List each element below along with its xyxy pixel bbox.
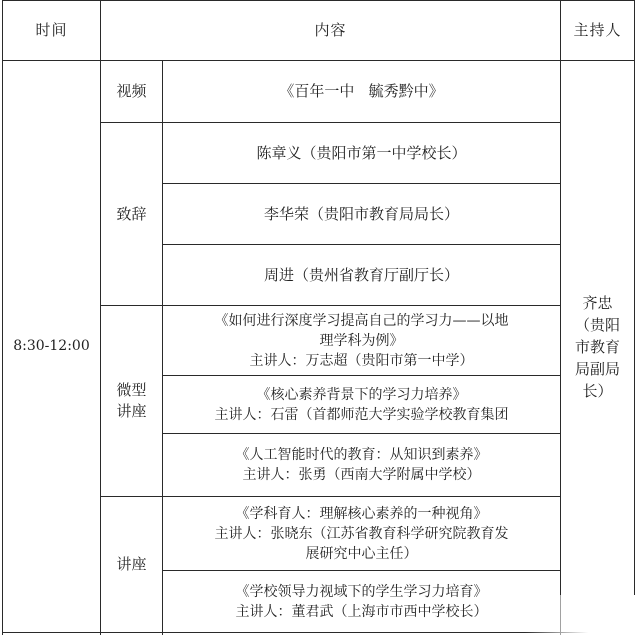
session-time: 8:30-12:00 (13, 338, 90, 354)
video-title: 《百年一中 毓秀黔中》 (279, 82, 444, 100)
lecture-item: 《学科育人：理解核心素养的一种视角》 主讲人：张晓东（江苏省教育科学研究院教育发 展研究中心主任） (214, 505, 509, 562)
micro-lecture-item: 《人工智能时代的教育：从知识到素养》 主讲人：张勇（西南大学附属中学校） (235, 447, 488, 483)
speech-item: 周进（贵州省教育厅副厅长） (263, 265, 459, 284)
section-label-video: 视频 (116, 82, 147, 100)
speech-item: 陈章义（贵阳市第一中学校长） (256, 143, 467, 162)
section-label-lecture: 讲座 (116, 555, 147, 573)
section-label-micro-lecture: 微型 讲座 (116, 381, 147, 420)
corner-fade-overlay (525, 595, 640, 635)
session-host: 齐忠 （贵阳 市教育 局副局 长） (574, 293, 620, 400)
section-label-speech: 致辞 (116, 204, 147, 223)
lecture-item: 《学校领导力视域下的学生学习力培育》 主讲人：董君武（上海市市西中学校长） (235, 583, 488, 620)
header-host: 主持人 (573, 21, 622, 39)
micro-lecture-item: 《如何进行深度学习提高自己的学习力——以地 理学科为例》 主讲人：万志超（贵阳市第一中学） (214, 312, 509, 369)
speech-item: 李华荣（贵阳市教育局局长） (263, 204, 459, 223)
header-content: 内容 (314, 21, 347, 39)
header-time: 时间 (35, 21, 68, 39)
micro-lecture-item: 《核心素养背景下的学习力培养》 主讲人：石雷（首都师范大学实验学校教育集团 (214, 386, 509, 423)
table-border-right (634, 0, 635, 635)
